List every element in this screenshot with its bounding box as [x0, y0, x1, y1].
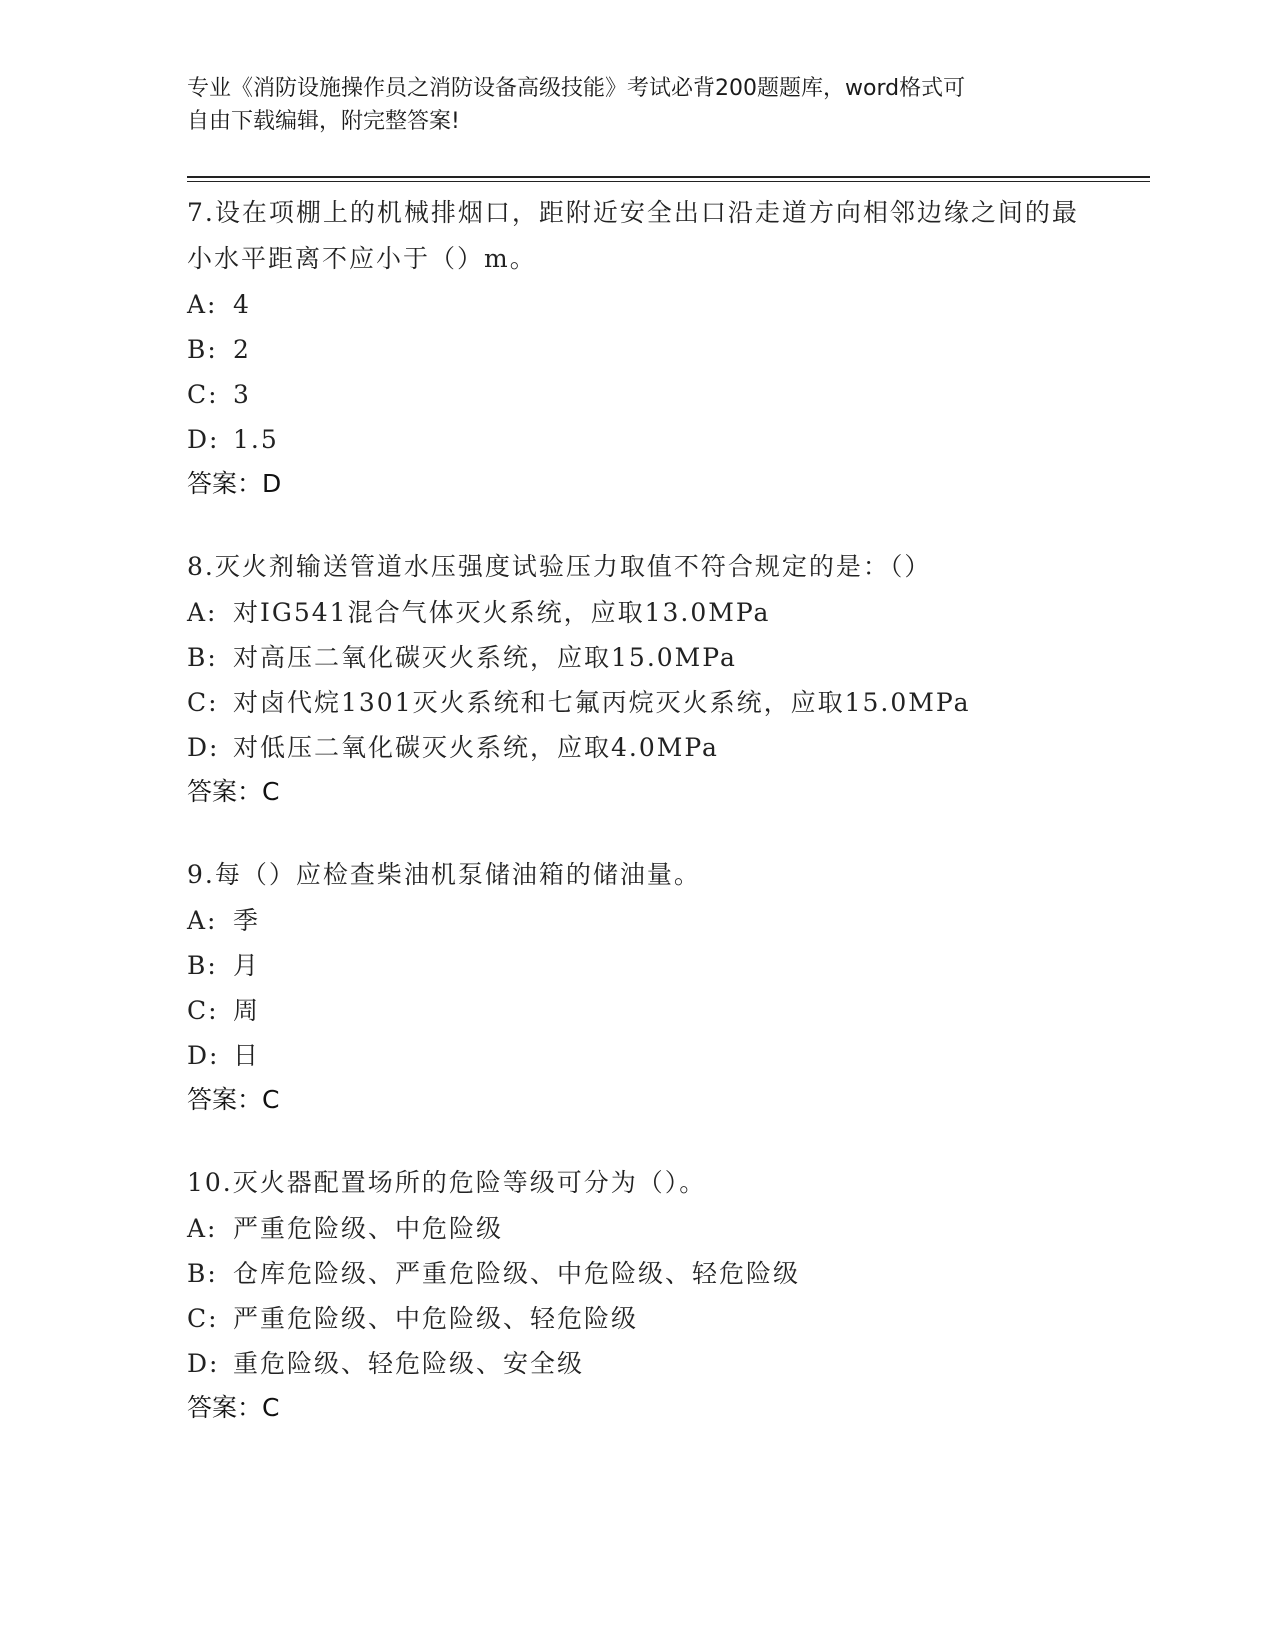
- option-text: 季: [233, 906, 261, 935]
- option-b: [187, 327, 1087, 372]
- option-d: [187, 1341, 1087, 1386]
- option-key: D:: [187, 1349, 220, 1378]
- question-8: [187, 544, 1087, 814]
- option-key: D:: [187, 425, 220, 454]
- question-list: [187, 190, 1087, 1468]
- answer: 答案：C: [187, 1393, 280, 1422]
- option-key: B:: [187, 1259, 218, 1288]
- question-text: 7.设在项棚上的机械排烟口，距附近安全出口沿走道方向相邻边缘之间的最小水平距离不应小于（）m。: [187, 198, 1079, 273]
- option-a: [187, 282, 1087, 327]
- question-text: 9.每（）应检查柴油机泵储油箱的储油量。: [187, 860, 701, 889]
- option-key: B:: [187, 951, 218, 980]
- option-c: [187, 988, 1087, 1033]
- option-key: D:: [187, 733, 220, 762]
- option-d: [187, 1033, 1087, 1078]
- option-c: [187, 372, 1087, 417]
- option-d: [187, 417, 1087, 462]
- option-key: B:: [187, 335, 218, 364]
- option-text: 日: [233, 1041, 261, 1070]
- option-a: [187, 1206, 1087, 1251]
- option-text: 对高压二氧化碳灭火系统，应取15.0MPa: [233, 643, 737, 672]
- option-key: A:: [187, 290, 218, 319]
- option-key: A:: [187, 1214, 218, 1243]
- answer: 答案：C: [187, 1085, 280, 1114]
- option-d: [187, 725, 1087, 770]
- option-c: [187, 680, 1087, 725]
- option-b: [187, 943, 1087, 988]
- option-text: 严重危险级、中危险级、轻危险级: [233, 1304, 639, 1333]
- option-text: 严重危险级、中危险级: [233, 1214, 504, 1243]
- option-text: 重危险级、轻危险级、安全级: [233, 1349, 585, 1378]
- option-c: [187, 1296, 1087, 1341]
- question-7: [187, 190, 1087, 506]
- option-text: 周: [233, 996, 261, 1025]
- option-key: C:: [187, 996, 219, 1025]
- option-b: [187, 635, 1087, 680]
- option-text: 1.5: [233, 425, 279, 454]
- option-text: 月: [233, 951, 261, 980]
- header-line-1: 专业《消防设施操作员之消防设备高级技能》考试必背200题题库，word格式可: [187, 76, 966, 101]
- question-10: [187, 1160, 1087, 1430]
- option-a: [187, 898, 1087, 943]
- document-header: [187, 72, 1067, 138]
- option-key: B:: [187, 643, 218, 672]
- option-text: 对IG541混合气体灭火系统，应取13.0MPa: [233, 598, 771, 627]
- option-text: 仓库危险级、严重危险级、中危险级、轻危险级: [233, 1259, 801, 1288]
- option-text: 4: [233, 290, 251, 319]
- option-key: C:: [187, 1304, 219, 1333]
- option-a: [187, 590, 1087, 635]
- answer: 答案：D: [187, 469, 282, 498]
- header-divider-thin: [187, 181, 1150, 182]
- option-key: C:: [187, 380, 219, 409]
- header-line-2: 自由下载编辑，附完整答案!: [187, 109, 460, 134]
- option-key: C:: [187, 688, 219, 717]
- option-b: [187, 1251, 1087, 1296]
- question-text: 10.灭火器配置场所的危险等级可分为（）。: [187, 1168, 707, 1197]
- option-key: A:: [187, 906, 218, 935]
- option-text: 2: [233, 335, 251, 364]
- option-text: 3: [233, 380, 251, 409]
- answer: 答案：C: [187, 777, 280, 806]
- option-text: 对低压二氧化碳灭火系统，应取4.0MPa: [233, 733, 719, 762]
- question-9: [187, 852, 1087, 1122]
- question-text: 8.灭火剂输送管道水压强度试验压力取值不符合规定的是：（）: [187, 552, 932, 581]
- option-text: 对卤代烷1301灭火系统和七氟丙烷灭火系统，应取15.0MPa: [233, 688, 971, 717]
- option-key: A:: [187, 598, 218, 627]
- option-key: D:: [187, 1041, 220, 1070]
- header-divider: [187, 176, 1150, 178]
